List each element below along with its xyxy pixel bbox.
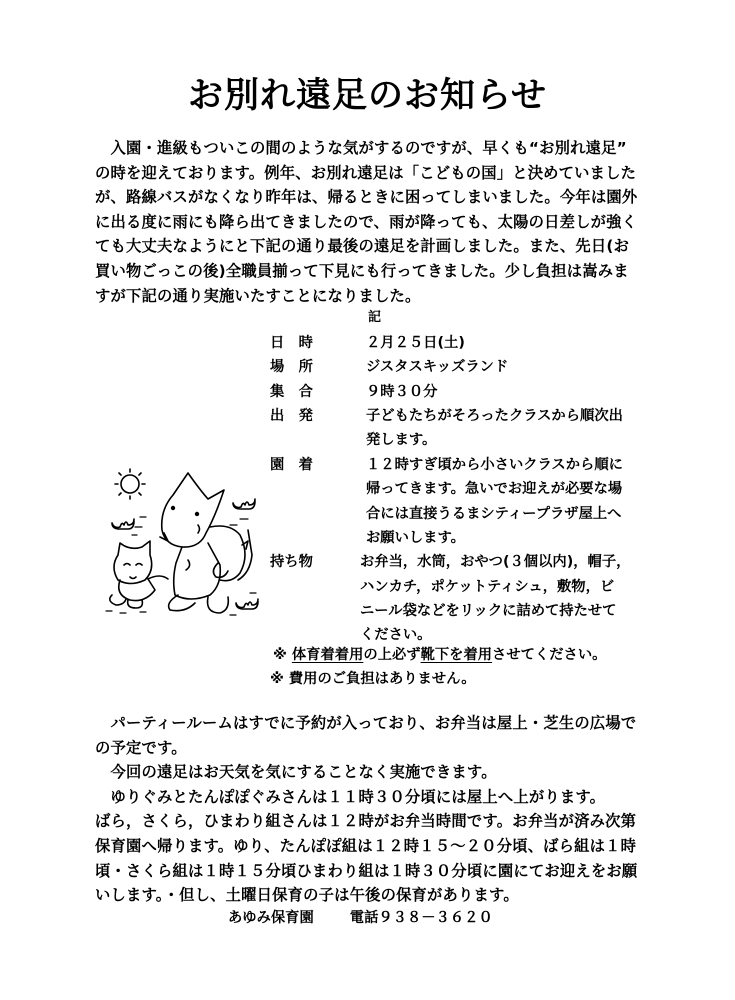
detail-label-date: 日 時 <box>270 335 313 351</box>
closing-line: パーティールームはすでに予約が入っており、お弁当は屋上・芝生の広場で <box>95 714 637 732</box>
sun-icon <box>115 469 145 499</box>
detail-value-place: ジスタスキッズランド <box>366 359 509 375</box>
fox-illustration <box>100 455 265 620</box>
ki-heading: 記 <box>368 310 382 325</box>
detail-value-depart: 子どもたちがそろったクラスから順次出 <box>366 408 623 424</box>
detail-value-arrive: 帰ってきます。急いでお迎えが必要な場 <box>366 481 623 497</box>
intro-line: 入園・進級もついこの間のような気がするのですが、早くも“お別れ遠足” <box>95 139 627 157</box>
closing-line: の予定です。 <box>95 738 187 757</box>
note-no-cost: ※ 費用のご負担はありません。 <box>270 671 476 687</box>
school-phone: 電話９３８－３６２０ <box>349 910 493 926</box>
detail-label-depart: 出 発 <box>270 408 313 424</box>
detail-label-place: 場 所 <box>270 359 313 375</box>
intro-line: すが下記の通り実施いたすことになりました。 <box>95 286 421 305</box>
detail-value-date: ２月２５日(土) <box>366 335 465 351</box>
intro-paragraph <box>95 136 660 308</box>
detail-value-items: ニール袋などをリックに詰めて持たせて <box>360 603 617 619</box>
note-text: させてください。 <box>492 647 607 663</box>
detail-value-depart: 発します。 <box>366 432 437 448</box>
closing-line: ゆりぐみとたんぽぽぐみさんは１１時３０分頃には屋上へ上がります。 <box>95 787 606 806</box>
detail-value-arrive: お願いします。 <box>366 530 465 546</box>
fox-mother <box>160 473 252 613</box>
detail-value-items: ハンカチ，ポケットティシュ，敷物，ビ <box>360 579 615 595</box>
note-text: の上必ず <box>363 647 421 663</box>
flower-icon <box>112 499 258 609</box>
intro-line: ても大丈夫なようにと下記の通り最後の遠足を計画しました。また、先日(お <box>95 237 630 256</box>
note-underlined: 靴下を着用 <box>420 647 493 663</box>
fox-child <box>110 541 168 608</box>
intro-line: 買い物ごっこの後)全職員揃って下見にも行ってきました。少し負担は嵩みま <box>95 261 629 280</box>
closing-line: 頃・さくら組は１時１５分頃ひまわり組は１時３０分頃に園にてお迎えをお願 <box>95 861 638 880</box>
detail-label-items: 持ち物 <box>270 554 313 570</box>
detail-value-arrive: １２時すぎ頃から小さいクラスから順に <box>366 457 623 473</box>
detail-label-meet: 集 合 <box>270 384 313 400</box>
note-underlined: 体育着着用 <box>291 647 364 663</box>
school-name: あゆみ保育園 <box>228 910 314 926</box>
closing-paragraph <box>95 711 660 908</box>
note-gym-clothes <box>273 643 606 668</box>
page-title: お別れ遠足のお知らせ <box>188 76 547 116</box>
detail-value-meet: ９時３０分 <box>366 384 438 400</box>
closing-line: 今回の遠足はお天気を気にすることなく実施できます。 <box>95 763 497 782</box>
closing-line: ばら，さくら，ひまわり組さんは１２時がお弁当時間です。お弁当が済み次第 <box>95 812 637 831</box>
footer <box>228 906 493 931</box>
detail-value-items: お弁当，水筒，おやつ(３個以内)，帽子， <box>360 554 631 570</box>
detail-value-arrive: 合には直接うるまシティープラザ屋上へ <box>366 506 622 522</box>
closing-line: いします。・但し、土曜日保育の子は午後の保育があります。 <box>95 886 519 905</box>
intro-line: が、路線バスがなくなり昨年は、帰るときに困ってしまいました。今年は園外 <box>95 188 638 207</box>
intro-line: の時を迎えております。例年、お別れ遠足は「こどもの国」と決めていました <box>95 163 637 182</box>
detail-value-items: ください。 <box>360 627 432 643</box>
closing-line: 保育園へ帰ります。ゆり、たんぽぽ組は１２時１５～２０分頃、ばら組は１時 <box>95 836 637 855</box>
detail-label-arrive: 園 着 <box>270 457 313 473</box>
note-mark: ※ <box>273 647 292 663</box>
intro-line: に出る度に雨にも降ら出てきましたので、雨が降っても、太陽の日差しが強く <box>95 212 638 231</box>
